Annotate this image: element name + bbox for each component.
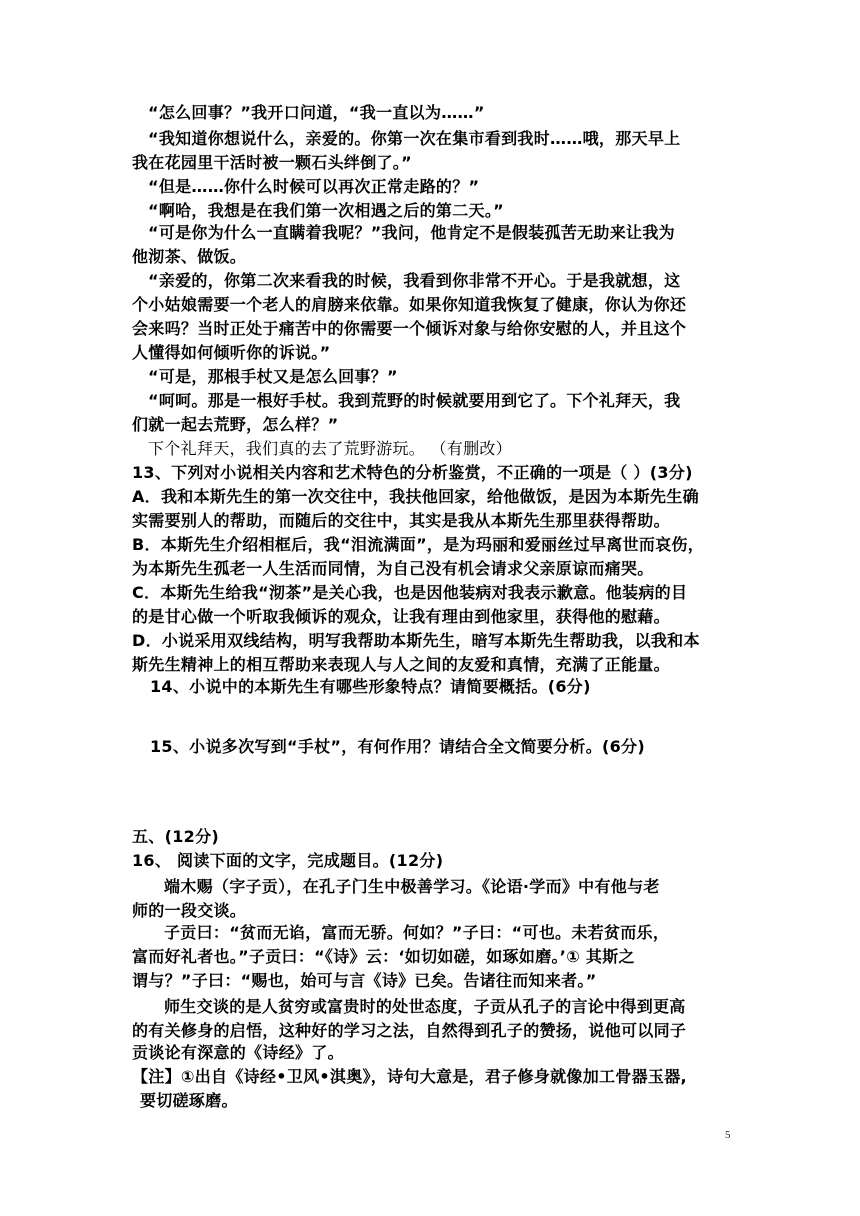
question-13-option-line: 斯先生精神上的相互帮助来表现人与人之间的友爱和真情，充满了正能量。 [132, 655, 670, 674]
passage-line: 师生交谈的是人贫穷或富贵时的处世态度，子贡从孔子的言论中得到更高 [164, 997, 686, 1016]
story-line: “但是……你什么时候可以再次正常走路的？” [148, 177, 480, 196]
question-13-option-line: 为本斯先生孤老一人生活而同情，为自己没有机会请求父亲原谅而痛哭。 [132, 559, 654, 578]
passage-line: 师的一段交谈。 [132, 901, 247, 920]
page-number: 5 [725, 1129, 731, 1141]
passage-line: 富而好礼者也。”子贡曰：“《诗》云：‘如切如磋，如琢如磨。’① 其斯之 [132, 947, 635, 966]
footnote-line: 【注】①出自《诗经•卫风•淇奥》，诗句大意是，君子修身就像加工骨器玉器, [132, 1067, 687, 1086]
question-13-option-line: A．我和本斯先生的第一次交往中，我扶他回家，给他做饭，是因为本斯先生确 [132, 487, 699, 506]
story-line: “呵呵。那是一根好手杖。我到荒野的时候就要用到它了。下个礼拜天，我 [148, 391, 681, 410]
story-line: “啊哈，我想是在我们第一次相遇之后的第二天。” [148, 201, 504, 220]
question-16: 16、 阅读下面的文字，完成题目。(12分) [132, 851, 444, 870]
footnote-line: 要切磋琢磨。 [140, 1091, 238, 1110]
passage-line: 的有关修身的启悟，这种好的学习之法，自然得到孔子的赞扬，说他可以同子 [132, 1021, 687, 1040]
question-13-option-line: B．本斯先生介绍相框后，我“泪流满面”，是为玛丽和爱丽丝过早离世而哀伤， [132, 535, 705, 554]
story-line: 人懂得如何倾听你的诉说。” [132, 343, 331, 362]
story-line: 我在花园里干活时被一颗石头绊倒了。” [132, 153, 412, 172]
story-line: “可是，那根手杖又是怎么回事？” [148, 367, 398, 386]
story-line: 他沏茶、做饭。 [132, 247, 247, 266]
story-line: “怎么回事？”我开口问道，“我一直以为……” [148, 103, 485, 122]
section-5-heading: 五、(12分) [132, 827, 219, 846]
passage-line: 子贡曰：“贫而无谄，富而无骄。何如？”子曰：“可也。未若贫而乐， [164, 923, 670, 942]
story-line: “可是你为什么一直瞒着我呢？”我问，他肯定不是假装孤苦无助来让我为 [148, 223, 675, 242]
passage-line: 贡谈论有深意的《诗经》了。 [132, 1043, 344, 1062]
question-13-option-line: C．本斯先生给我“沏茶”是关心我，也是因他装病对我表示歉意。他装病的目 [132, 583, 688, 602]
story-line: 个小姑娘需要一个老人的肩膀来依靠。如果你知道我恢复了健康，你认为你还 [132, 295, 687, 314]
story-line: 们就一起去荒野，怎么样？” [132, 415, 339, 434]
question-13-option-line: D．小说采用双线结构，明写我帮助本斯先生，暗写本斯先生帮助我，以我和本 [132, 631, 700, 650]
question-13-stem: 13、下列对小说相关内容和艺术特色的分析鉴赏，不正确的一项是（ ）(3分) [132, 463, 693, 482]
question-13-option-line: 的是甘心做一个听取我倾诉的观众，让我有理由到他家里，获得他的慰藉。 [132, 607, 670, 626]
question-15: 15、小说多次写到“手杖”，有何作用？请结合全文简要分析。(6分) [150, 737, 645, 756]
story-line: “亲爱的，你第二次来看我的时候，我看到你非常不开心。于是我就想，这 [148, 271, 681, 290]
question-14: 14、小说中的本斯先生有哪些形象特点？请简要概括。(6分) [150, 677, 591, 696]
question-13-option-line: 实需要别人的帮助，而随后的交往中，其实是我从本斯先生那里获得帮助。 [132, 511, 670, 530]
story-line: 下个礼拜天，我们真的去了荒野游玩。 （有删改） [148, 439, 512, 458]
story-line: “我知道你想说什么，亲爱的。你第一次在集市看到我时……哦，那天早上 [148, 129, 681, 148]
passage-line: 谓与？”子曰：“赐也，始可与言《诗》已矣。告诸往而知来者。” [132, 971, 597, 990]
story-line: 会来吗？当时正处于痛苦中的你需要一个倾诉对象与给你安慰的人，并且这个 [132, 319, 687, 338]
passage-line: 端木赐（字子贡），在孔子门生中极善学习。《论语·学而》中有他与老 [164, 877, 660, 896]
